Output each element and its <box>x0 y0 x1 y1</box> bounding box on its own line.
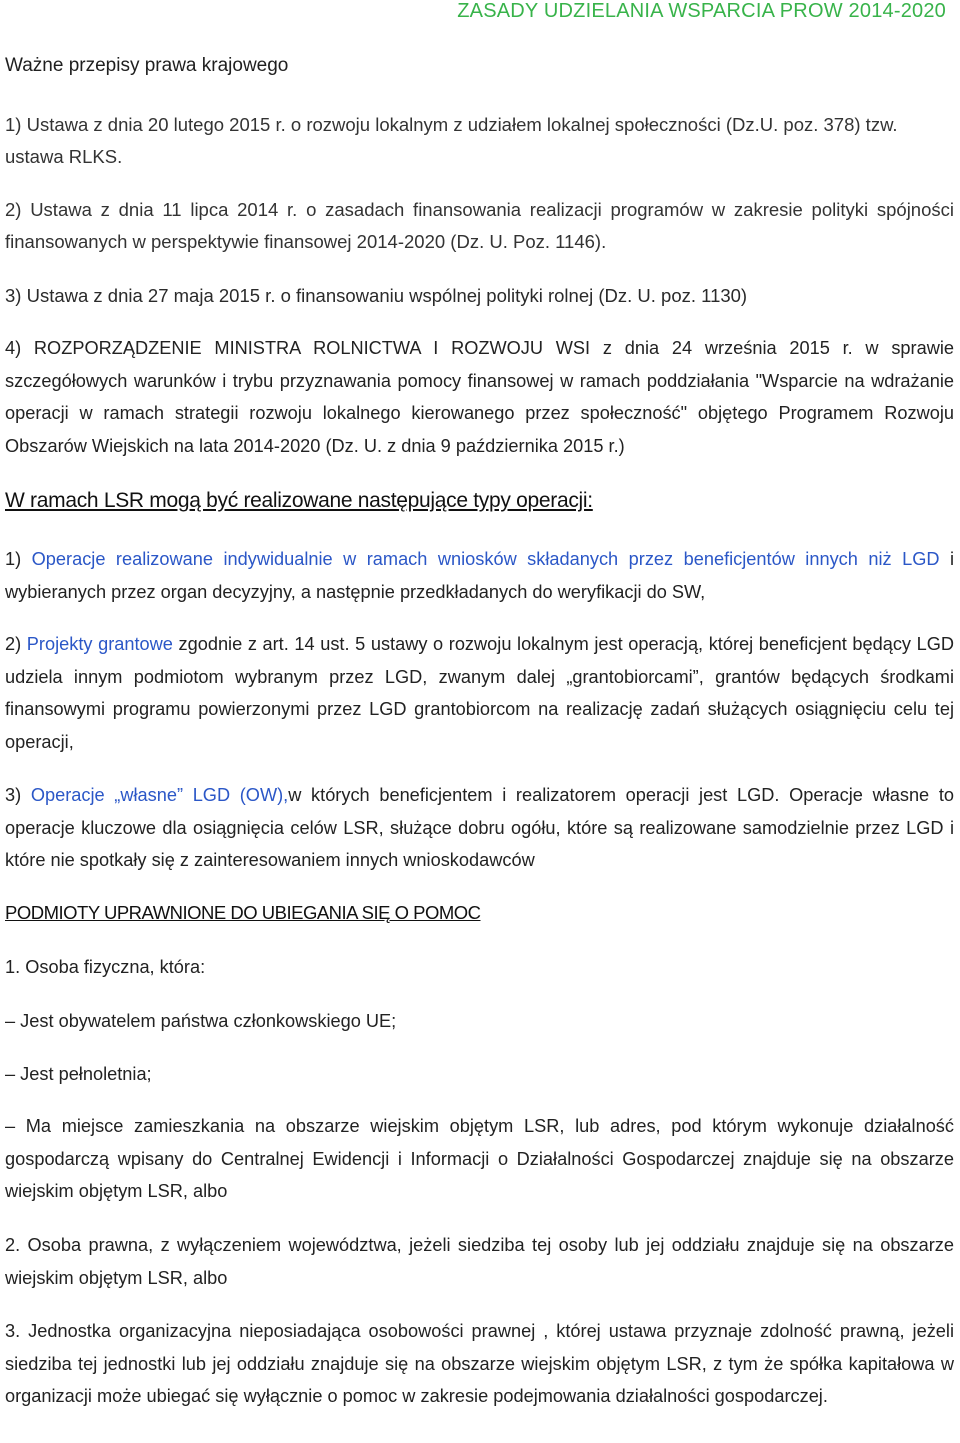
law-item-2: 2) Ustawa z dnia 11 lipca 2014 r. o zasadach finansowania realizacji programów w zakresie polityki spójności finansowanych w perspektywie finansowej 2014-2020 (Dz. U. Poz. 1146). <box>5 199 954 252</box>
eligible-item-2: 2. Osoba prawna, z wyłączeniem województwa, jeżeli siedziba tej osoby lub jej oddziału znajduje się na obszarze wiejskim objętym LSR, albo <box>5 1235 954 1288</box>
operation-type-3 <box>5 779 954 877</box>
operation-2-number: 2) <box>5 634 27 654</box>
law-item-3: 3) Ustawa z dnia 27 maja 2015 r. o finansowaniu wspólnej polityki rolnej (Dz. U. poz. 1130) <box>5 285 748 306</box>
law-item-4: 4) ROZPORZĄDZENIE MINISTRA ROLNICTWA I ROZWOJU WSI z dnia 24 września 2015 r. w sprawie szczegółowych warunków i trybu przyznawania pomocy finansowej w ramach poddziałania "Wsparcie na wdrażanie operacji w ramach strategii rozwoju lokalnego kierowanego przez społeczność" objętego Programem Rozwoju Obszarów Wiejskich na lata 2014-2020 (Dz. U. z dnia 9 października 2015 r.) <box>5 338 954 456</box>
operation-2-highlight: Projekty grantowe <box>26 634 173 654</box>
operation-1-number: 1) <box>5 549 32 569</box>
operation-3-text: w których beneficjentem i realizatorem operacji jest LGD. Operacje własne to operacje kluczowe dla osiągnięcia celów LSR, służące dobru ogółu, które są realizowane samodzielnie przez LGD i które nie spotkały się z zainteresowaniem innych wnioskodawców <box>5 785 955 870</box>
eligible-condition-2: – Jest pełnoletnia; <box>5 1064 152 1084</box>
operation-2-text: zgodnie z art. 14 ust. 5 ustawy o rozwoju lokalnym jest operacją, której beneficjent będący LGD udziela innym podmiotom wybranym przez LGD, zwanym dalej „grantobiorcami”, grantów będących środkami finansowymi programu powierzonymi przez LGD grantobiorcom na realizację zadań służących osiągnięciu celu tej operacji, <box>5 634 954 752</box>
eligible-item-3: 3. Jednostka organizacyjna nieposiadająca osobowości prawnej , której ustawa przyznaje zdolność prawną, jeżeli siedziba tej jednostki lub jej oddziału znajduje się na obszarze wiejskim objętym LSR, z tym że spółka kapitałowa w organizacji może ubiegać się wyłącznie o pomoc w zakresie podejmowania działalności gospodarczej. <box>5 1321 954 1406</box>
operations-heading: W ramach LSR mogą być realizowane następujące typy operacji: <box>5 489 593 512</box>
operation-1-highlight: Operacje realizowane indywidualnie w ramach wniosków składanych przez beneficjentów innych niż LGD <box>31 549 940 569</box>
operation-3-highlight: Operacje „własne” LGD (OW), <box>30 785 289 805</box>
document-header-title: ZASADY UDZIELANIA WSPARCIA PROW 2014-2020 <box>457 0 946 22</box>
eligible-condition-1: – Jest obywatelem państwa członkowskiego UE; <box>5 1011 397 1031</box>
eligible-heading: PODMIOTY UPRAWNIONE DO UBIEGANIA SIĘ O POMOC <box>5 902 481 923</box>
operation-type-2 <box>5 628 954 758</box>
operation-3-number: 3) <box>5 785 31 805</box>
operation-type-1 <box>5 543 954 608</box>
eligible-item-1: 1. Osoba fizyczna, która: <box>5 957 206 977</box>
laws-heading: Ważne przepisy prawa krajowego <box>5 55 289 76</box>
operation-1-text: i wybieranych przez organ decyzyjny, a następnie przedkładanych do weryfikacji do SW, <box>5 549 955 602</box>
law-item-1: 1) Ustawa z dnia 20 lutego 2015 r. o rozwoju lokalnym z udziałem lokalnej społeczności (Dz.U. poz. 378) tzw. ustawa RLKS. <box>5 114 898 167</box>
eligible-condition-3: – Ma miejsce zamieszkania na obszarze wiejskim objętym LSR, lub adres, pod którym wykonuje działalność gospodarczą wpisany do Centralnej Ewidencji i Informacji o Działalności Gospodarczej znajduje się na obszarze wiejskim objętym LSR, albo <box>5 1116 954 1201</box>
